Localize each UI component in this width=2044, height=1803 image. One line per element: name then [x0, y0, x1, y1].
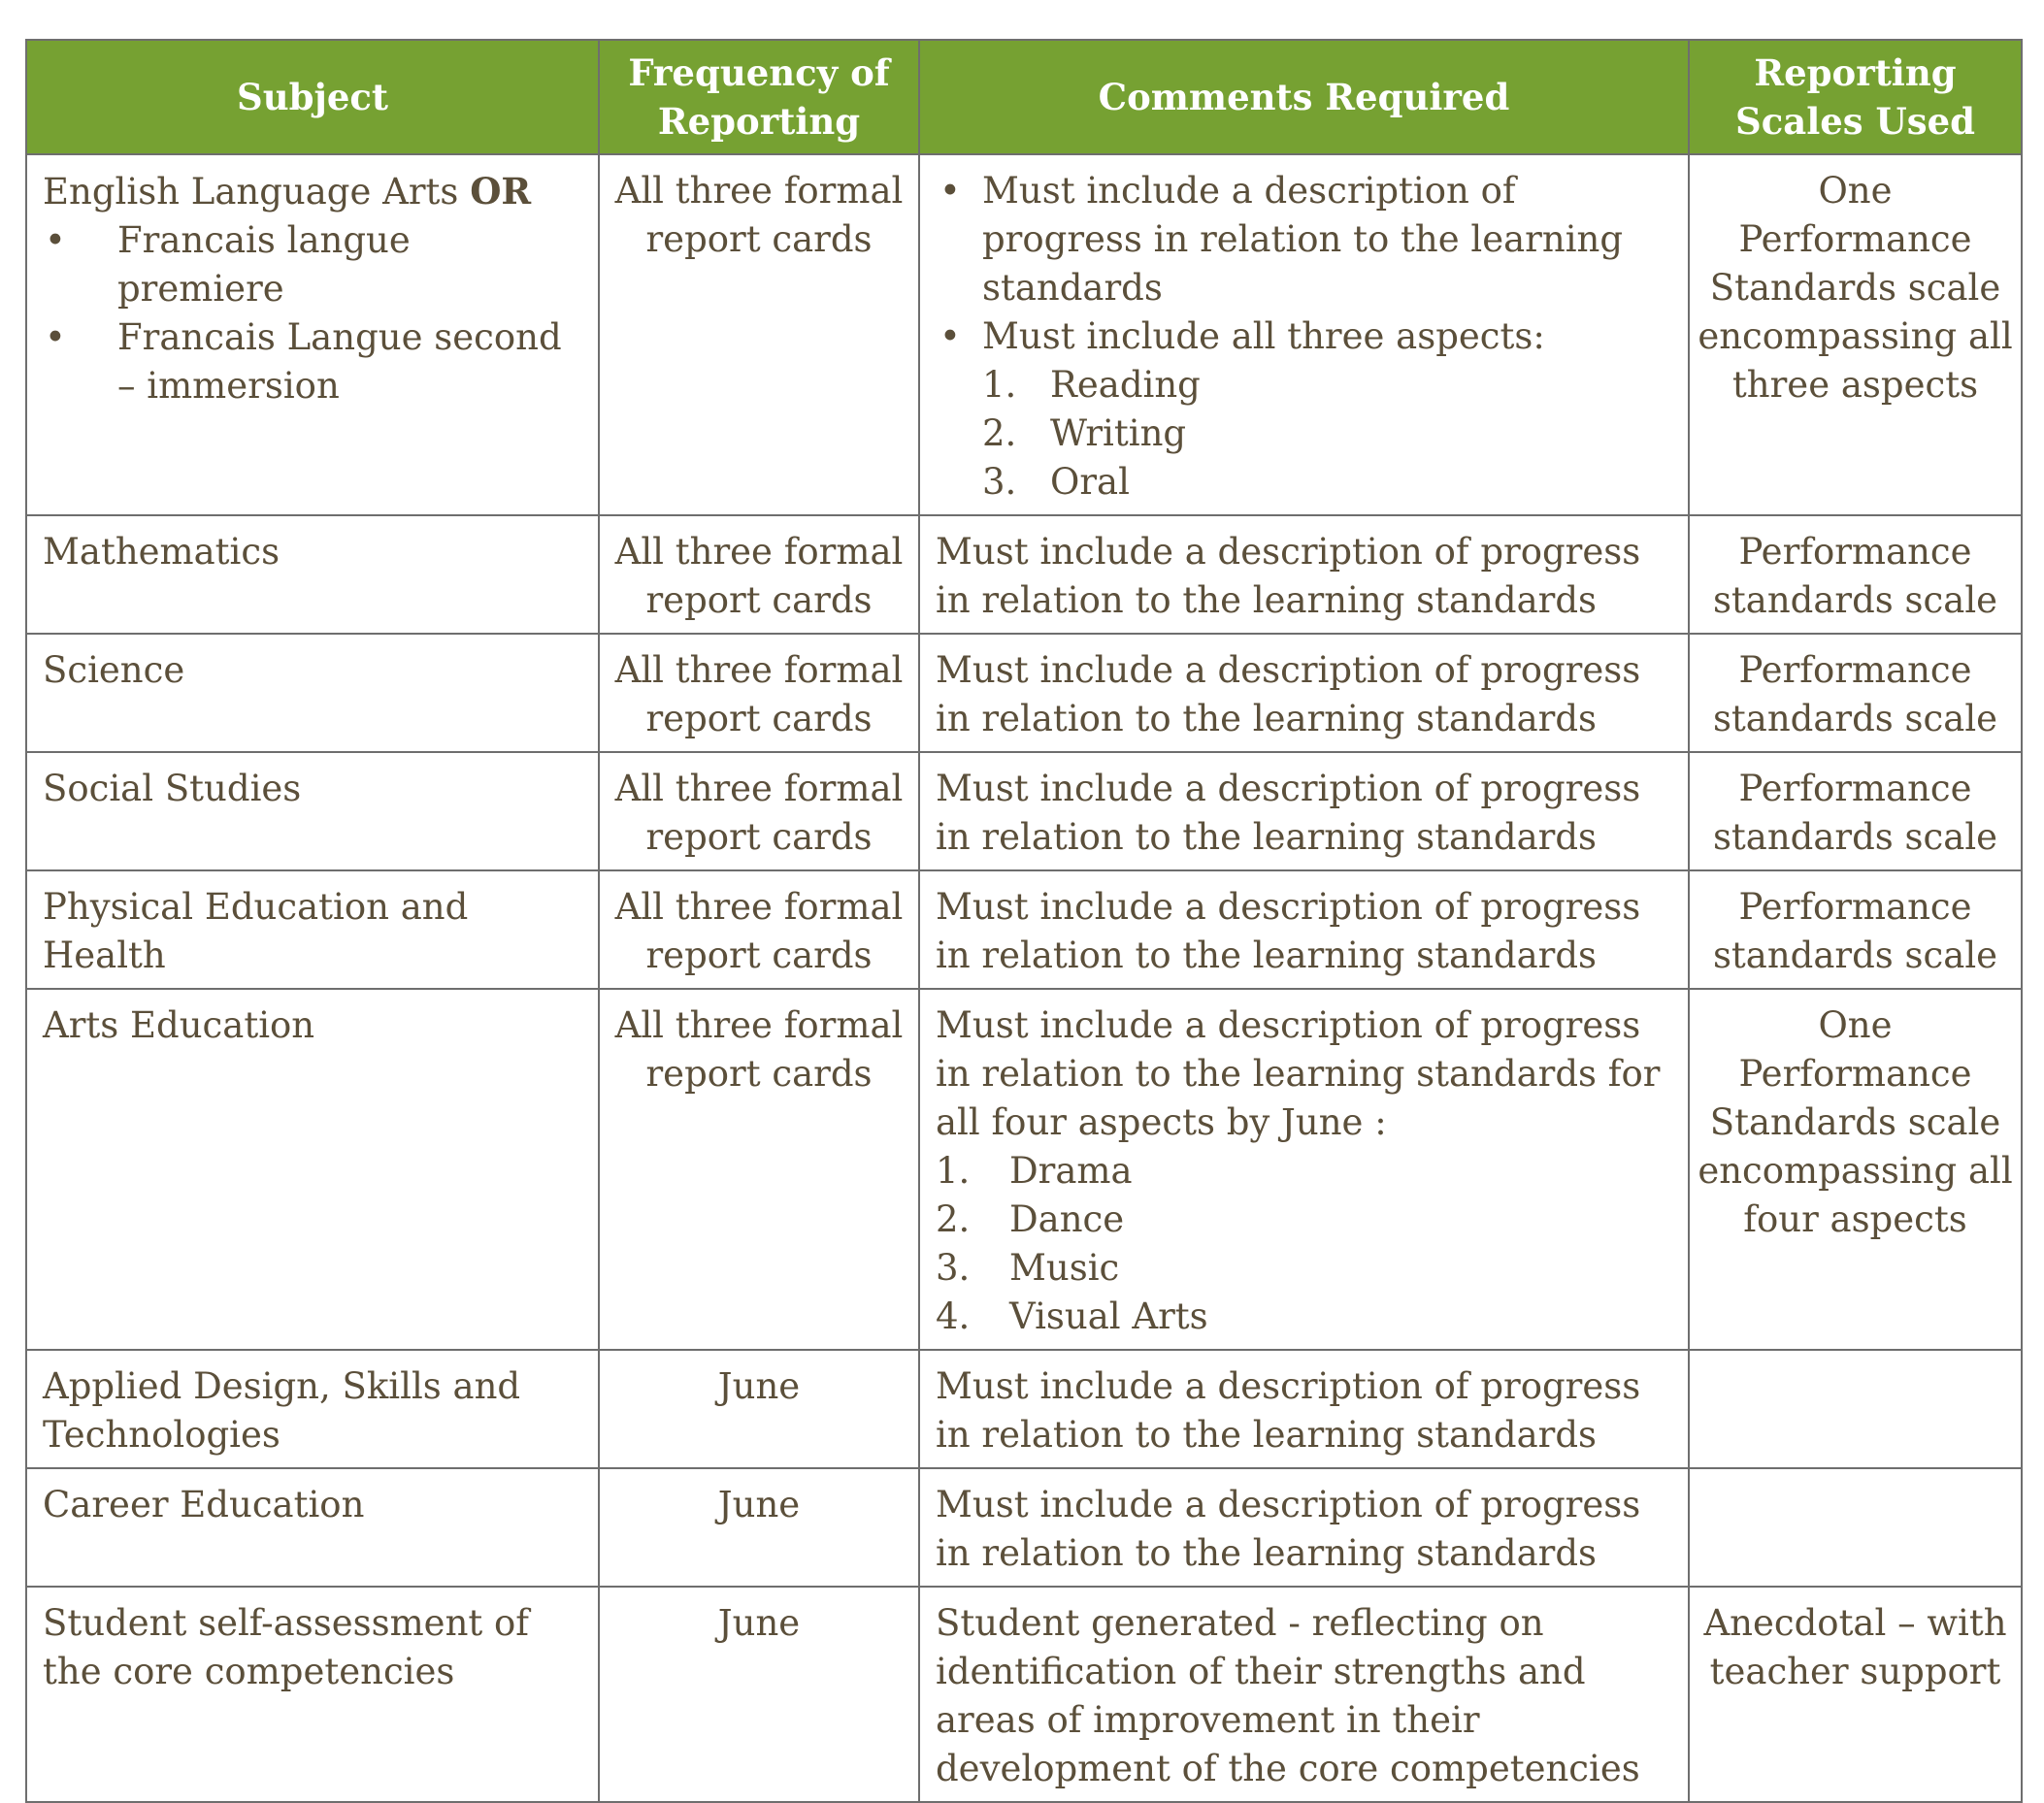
comment-bullet: Must include a description of progress in relation to the learning standards	[982, 170, 1624, 309]
list-item	[936, 1147, 1674, 1196]
comment-cell: Student generated - reflecting on identification of their strengths and areas of improvement in their development of the core competencies	[919, 1587, 1689, 1802]
frequency-cell: June	[599, 1468, 919, 1587]
table-row	[26, 1587, 2022, 1802]
comment-cell: Must include a description of progress in relation to the learning standards	[919, 634, 1689, 752]
list-item	[936, 1293, 1674, 1341]
item-number: 1.	[936, 1150, 971, 1192]
subject-cell: Career Education	[26, 1468, 599, 1587]
subject-cell: Science	[26, 634, 599, 752]
subject-cell: Student self-assessment of the core competencies	[26, 1587, 599, 1802]
scale-cell: Performance standards scale	[1689, 870, 2022, 989]
header-scales: Reporting Scales Used	[1689, 40, 2022, 154]
frequency-cell: All three formal report cards	[599, 634, 919, 752]
list-item	[936, 312, 1674, 361]
aspect-item: Reading	[1050, 364, 1201, 406]
table-row	[26, 989, 2022, 1350]
table-row	[26, 870, 2022, 989]
aspect-item: Dance	[1009, 1198, 1125, 1240]
comment-text: Must include a description of progress in relation to the learning standards for all four aspects by June :	[936, 1004, 1661, 1143]
subject-cell	[26, 154, 599, 515]
subject-or: OR	[470, 170, 532, 213]
aspect-item: Writing	[1050, 412, 1187, 454]
item-number: 4.	[936, 1295, 971, 1337]
frequency-cell: June	[599, 1587, 919, 1802]
item-number: 3.	[936, 1247, 971, 1289]
list-item	[43, 216, 584, 313]
list-item	[936, 1244, 1674, 1293]
bullet-icon: •	[45, 316, 66, 358]
item-number: 1.	[982, 364, 1017, 406]
scale-cell: Anecdotal – with teacher support	[1689, 1587, 2022, 1802]
subject-text: English Language Arts	[43, 171, 459, 213]
header-row	[26, 40, 2022, 154]
frequency-cell: June	[599, 1350, 919, 1468]
subject-cell: Physical Education and Health	[26, 870, 599, 989]
table-row	[26, 1350, 2022, 1468]
header-subject: Subject	[26, 40, 599, 154]
aspect-item: Visual Arts	[1009, 1295, 1208, 1337]
list-item	[936, 410, 1674, 458]
subject-cell: Applied Design, Skills and Technologies	[26, 1350, 599, 1468]
frequency-cell: All three formal report cards	[599, 989, 919, 1350]
table-row	[26, 634, 2022, 752]
header-frequency: Frequency of Reporting	[599, 40, 919, 154]
subject-cell: Mathematics	[26, 515, 599, 634]
subject-item: Francais Langue second – immersion	[117, 316, 562, 407]
scale-cell	[1689, 1468, 2022, 1587]
frequency-cell: All three formal report cards	[599, 515, 919, 634]
comment-cell: Must include a description of progress in relation to the learning standards	[919, 1468, 1689, 1587]
scale-cell: Performance standards scale	[1689, 515, 2022, 634]
table-row	[26, 752, 2022, 870]
scale-cell: One Performance Standards scale encompassing all four aspects	[1689, 989, 2022, 1350]
bullet-icon: •	[940, 170, 961, 212]
item-number: 2.	[936, 1198, 971, 1240]
list-item	[43, 313, 584, 410]
list-item	[936, 167, 1674, 312]
frequency-cell: All three formal report cards	[599, 752, 919, 870]
aspect-item: Drama	[1009, 1150, 1133, 1192]
comment-cell	[919, 154, 1689, 515]
aspect-item: Music	[1009, 1247, 1120, 1289]
table-row	[26, 515, 2022, 634]
scale-cell: One Performance Standards scale encompassing all three aspects	[1689, 154, 2022, 515]
frequency-cell: All three formal report cards	[599, 870, 919, 989]
table-row	[26, 1468, 2022, 1587]
bullet-icon: •	[45, 219, 66, 261]
scale-cell: Performance standards scale	[1689, 634, 2022, 752]
item-number: 3.	[982, 461, 1017, 503]
comment-cell: Must include a description of progress in relation to the learning standards	[919, 1350, 1689, 1468]
comment-cell	[919, 989, 1689, 1350]
aspect-item: Oral	[1050, 461, 1130, 503]
table-row	[26, 154, 2022, 515]
item-number: 2.	[982, 412, 1017, 454]
list-item	[936, 1196, 1674, 1244]
subject-cell: Arts Education	[26, 989, 599, 1350]
reporting-table	[25, 39, 2023, 1803]
frequency-cell: All three formal report cards	[599, 154, 919, 515]
list-item	[936, 458, 1674, 507]
comment-bullet: Must include all three aspects:	[982, 315, 1545, 357]
comment-cell: Must include a description of progress in relation to the learning standards	[919, 752, 1689, 870]
subject-item: Francais langue premiere	[117, 219, 411, 310]
comment-cell: Must include a description of progress in relation to the learning standards	[919, 515, 1689, 634]
comment-cell: Must include a description of progress in relation to the learning standards	[919, 870, 1689, 989]
bullet-icon: •	[940, 315, 961, 357]
scale-cell	[1689, 1350, 2022, 1468]
scale-cell: Performance standards scale	[1689, 752, 2022, 870]
subject-cell: Social Studies	[26, 752, 599, 870]
header-comments: Comments Required	[919, 40, 1689, 154]
list-item	[936, 361, 1674, 410]
